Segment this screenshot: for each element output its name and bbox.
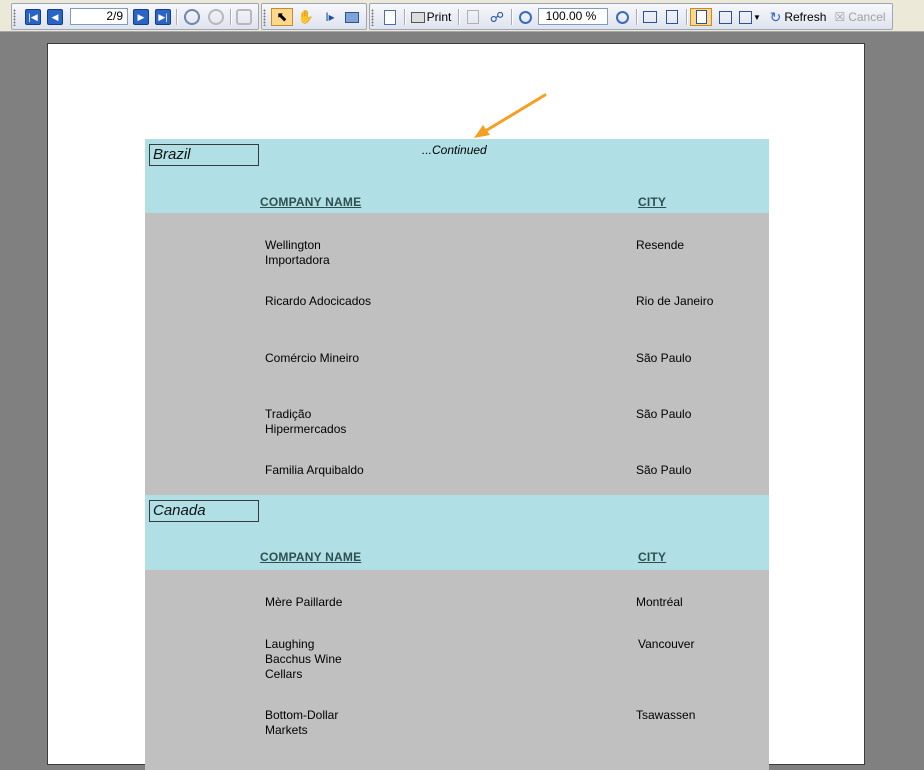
report-viewer-toolbar	[0, 0, 924, 32]
next-page-button[interactable]	[132, 8, 150, 26]
back-button[interactable]	[182, 8, 202, 26]
snapshot-tool-button[interactable]	[342, 8, 362, 26]
city: São Paulo	[636, 351, 692, 365]
tools-strip	[261, 3, 367, 30]
pointer-icon: ⬉	[276, 9, 288, 24]
continued-label: ...Continued	[422, 143, 487, 157]
toolbar-grip[interactable]	[13, 9, 16, 26]
annotation-arrow	[468, 89, 558, 144]
column-header-company: COMPANY NAME	[260, 195, 362, 209]
group-header-canada	[145, 495, 769, 570]
company-name: Laughing Bacchus Wine Cellars	[265, 637, 342, 681]
city: Vancouver	[638, 637, 695, 651]
city: São Paulo	[636, 463, 692, 477]
hand-tool-button[interactable]	[295, 8, 317, 26]
copy-button[interactable]	[463, 8, 483, 26]
whole-page-button[interactable]	[662, 8, 682, 26]
city: Montréal	[636, 595, 683, 609]
zoom-out-button[interactable]	[612, 8, 632, 26]
detail-section-canada	[145, 570, 769, 770]
copy-icon	[467, 10, 479, 24]
multi-page-button[interactable]	[737, 8, 763, 26]
toolbar-separator	[458, 9, 460, 25]
single-page-icon	[696, 10, 707, 24]
toolbar-grip[interactable]	[263, 9, 266, 26]
single-page-button[interactable]	[690, 8, 712, 26]
city: Resende	[636, 238, 685, 252]
print-button[interactable]	[408, 8, 454, 26]
company-name: Familia Arquibaldo	[265, 463, 364, 477]
company-name: Comércio Mineiro	[265, 351, 360, 365]
document-map-button[interactable]	[379, 8, 401, 26]
binoculars-icon: ☍	[489, 8, 505, 25]
document-icon	[384, 10, 396, 25]
company-name: Bottom-Dollar Markets	[265, 708, 339, 737]
group-name: Brazil	[149, 144, 259, 166]
city: Tsawassen	[636, 708, 696, 722]
page-width-button[interactable]	[640, 8, 660, 26]
last-page-button[interactable]	[154, 8, 172, 26]
first-page-icon: |◀	[25, 9, 41, 25]
multi-page-icon	[739, 11, 752, 24]
select-tool-button[interactable]	[271, 8, 293, 26]
previous-page-icon: ◀	[47, 9, 63, 25]
continuous-page-button[interactable]	[715, 8, 735, 26]
chevron-down-icon: ▼	[753, 12, 761, 22]
zoom-input[interactable]: 100.00 %	[538, 8, 608, 25]
previous-page-button[interactable]	[46, 8, 64, 26]
printer-icon	[411, 12, 425, 23]
navigation-strip	[11, 3, 259, 30]
column-header-company: COMPANY NAME	[260, 550, 362, 564]
zoom-out-icon	[616, 11, 629, 24]
refresh-button[interactable]	[768, 8, 828, 26]
zoom-in-button[interactable]	[515, 8, 535, 26]
hand-icon: ✋	[297, 9, 315, 24]
company-name: Wellington Importadora	[265, 238, 330, 267]
group-name: Canada	[149, 500, 259, 522]
refresh-icon: ↻	[769, 8, 782, 25]
toolbar-separator	[686, 9, 688, 25]
cancel-button[interactable]	[832, 8, 888, 26]
toolbar-separator	[404, 9, 406, 25]
forward-arrow-icon	[208, 9, 224, 25]
toolbar-separator	[511, 9, 513, 25]
toolbar-separator	[230, 9, 232, 25]
refresh-label: Refresh	[784, 10, 827, 24]
zoom-in-icon	[519, 11, 532, 24]
find-button[interactable]	[486, 8, 508, 26]
page-width-icon	[643, 11, 657, 23]
column-header-city: CITY	[638, 550, 667, 564]
whole-page-icon	[666, 10, 678, 24]
text-select-tool-button[interactable]	[319, 8, 341, 26]
column-header-city: CITY	[638, 195, 667, 209]
toolbar-separator	[176, 9, 178, 25]
toolbar-grip[interactable]	[371, 9, 374, 26]
text-cursor-icon: I▸	[325, 10, 335, 24]
company-name: Ricardo Adocicados	[265, 294, 372, 308]
snapshot-icon	[345, 12, 359, 23]
company-name: Mère Paillarde	[265, 595, 343, 609]
stop-button[interactable]	[234, 8, 254, 26]
last-page-icon: ▶|	[155, 9, 171, 25]
report-page	[47, 43, 865, 765]
company-name: Tradição Hipermercados	[265, 407, 347, 436]
forward-button[interactable]	[206, 8, 226, 26]
stop-icon	[236, 9, 252, 25]
back-arrow-icon	[184, 9, 200, 25]
first-page-button[interactable]	[24, 8, 42, 26]
cancel-icon: ☒	[834, 10, 846, 24]
city: São Paulo	[636, 407, 692, 421]
next-page-icon: ▶	[133, 9, 149, 25]
city: Rio de Janeiro	[636, 294, 714, 308]
cancel-label: Cancel	[848, 10, 886, 24]
print-label: Print	[426, 10, 452, 24]
actions-strip	[369, 3, 893, 30]
continuous-page-icon	[719, 11, 732, 24]
detail-section-brazil	[145, 213, 769, 495]
page-number-input[interactable]: 2/9	[70, 8, 128, 25]
toolbar-separator	[636, 9, 638, 25]
